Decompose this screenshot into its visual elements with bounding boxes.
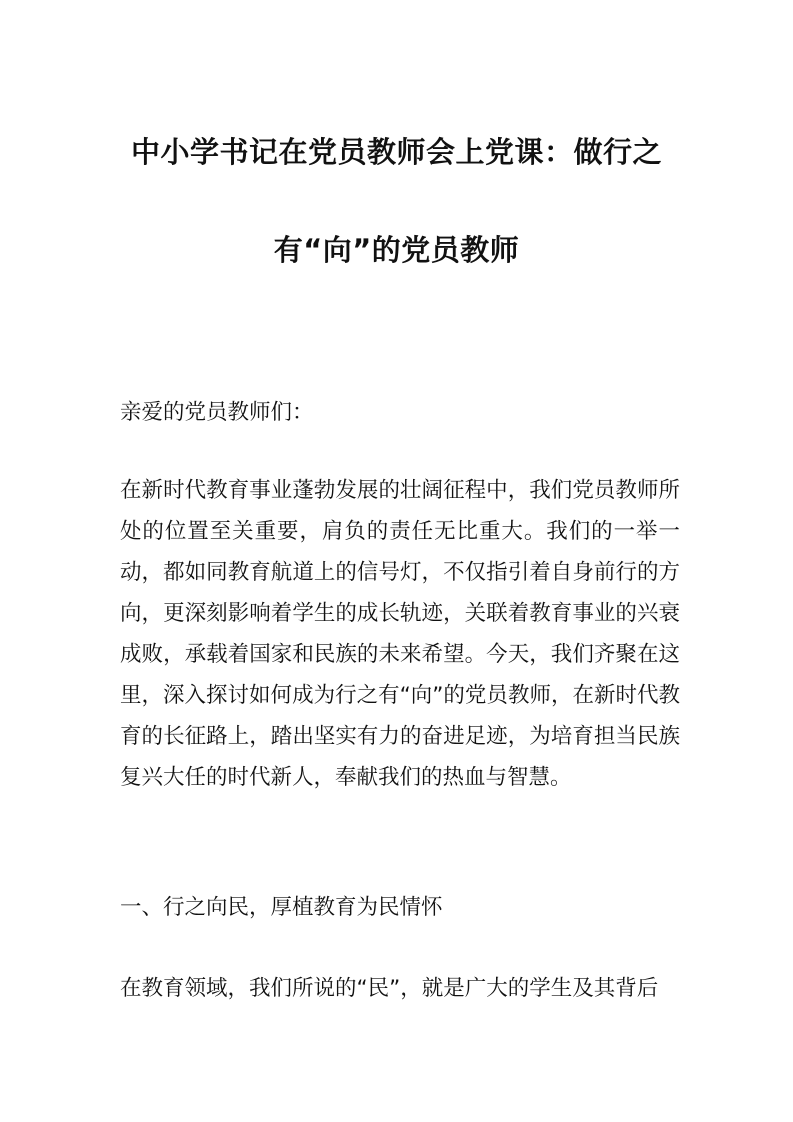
paragraph-intro: 在新时代教育事业蓬勃发展的壮阔征程中，我们党员教师所处的位置至关重要，肩负的责任无比重大。我们的一举一动，都如同教育航道上的信号灯，不仅指引着自身前行的方向，更深刻影响着学生的成长轨迹，关联着教育事业的兴衰成败，承载着国家和民族的未来希望。今天，我们齐聚在这里，深入探讨如何成为行之有“向”的党员教师，在新时代教育的长征路上，踏出坚实有力的奋进足迹，为培育担当民族复兴大任的时代新人，奉献我们的热血与智慧。 (120, 478, 680, 790)
section-heading-1: 一、行之向民，厚植教育为民情怀 (120, 895, 443, 920)
greeting: 亲爱的党员教师们： (120, 400, 314, 425)
paragraph-section-1: 在教育领域，我们所说的“民”，就是广大的学生及其背后 (120, 976, 659, 1001)
document-title-line-2: 有“向”的党员教师 (273, 233, 520, 267)
document-title-line-1: 中小学书记在党员教师会上党课：做行之 (130, 135, 662, 169)
